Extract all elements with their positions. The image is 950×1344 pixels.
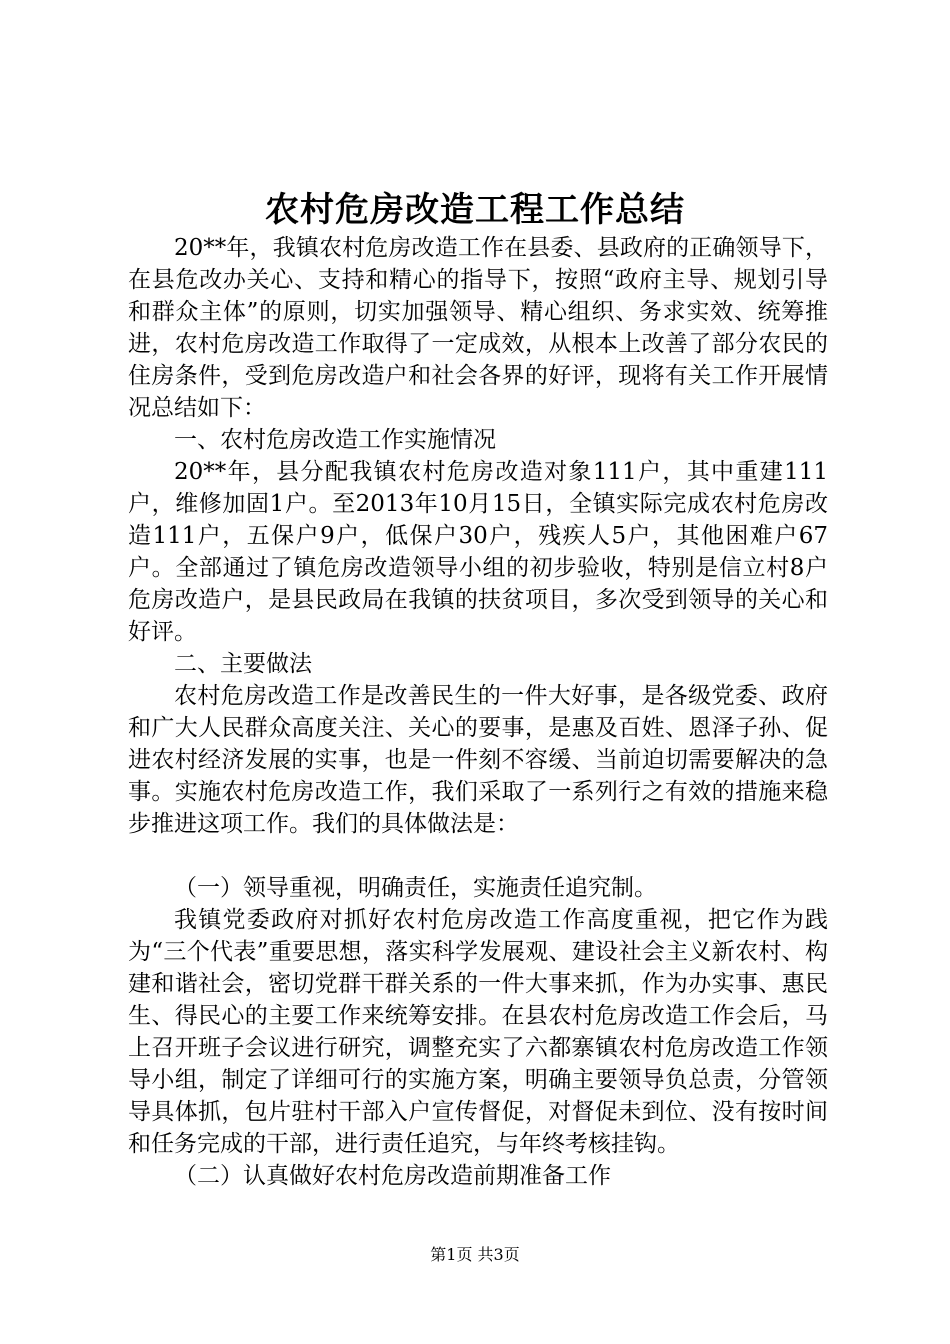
section-heading-2: 二、主要做法 xyxy=(174,651,312,677)
document-body xyxy=(128,232,828,1192)
page-footer: 第1页 共3页 xyxy=(430,1245,520,1264)
paragraph-gap xyxy=(128,840,828,872)
subsection-heading-2: （二）认真做好农村危房改造前期准备工作 xyxy=(174,1163,611,1189)
implementation-paragraph: 20**年，县分配我镇农村危房改造对象111户，其中重建111户，维修加固1户。至2013年10月15日，全镇实际完成农村危房改造111户，五保户9户，低保户30户，残疾人5户，其他困难户67户。全部通过了镇危房改造领导小组的初步验收，特别是信立村8户危房改造户，是县民政局在我镇的扶贫项目，多次受到领导的关心和好评。 xyxy=(128,459,828,645)
document-title: 农村危房改造工程工作总结 xyxy=(265,190,685,230)
subsection-heading-1: （一）领导重视，明确责任，实施责任追究制。 xyxy=(174,875,657,901)
methods-intro-paragraph: 农村危房改造工作是改善民生的一件大好事，是各级党委、政府和广大人民群众高度关注、关心的要事，是惠及百姓、恩泽子孙、促进农村经济发展的实事，也是一件刻不容缓、当前迫切需要解决的急事。实施农村危房改造工作，我们采取了一系列行之有效的措施来稳步推进这项工作。我们的具体做法是： xyxy=(128,683,828,837)
leadership-paragraph: 我镇党委政府对抓好农村危房改造工作高度重视，把它作为践为“三个代表”重要思想，落实科学发展观、建设社会主义新农村、构建和谐社会，密切党群干群关系的一件大事来抓，作为办实事、惠民生、得民心的主要工作来统筹安排。在县农村危房改造工作会后，马上召开班子会议进行研究，调整充实了六都寨镇农村危房改造工作领导小组，制定了详细可行的实施方案，明确主要领导负总责，分管领导具体抓，包片驻村干部入户宣传督促，对督促未到位、没有按时间和任务完成的干部，进行责任追究，与年终考核挂钩。 xyxy=(128,907,828,1157)
section-heading-1: 一、农村危房改造工作实施情况 xyxy=(174,427,496,453)
intro-paragraph: 20**年，我镇农村危房改造工作在县委、县政府的正确领导下，在县危改办关心、支持和精心的指导下，按照“政府主导、规划引导和群众主体”的原则，切实加强领导、精心组织、务求实效、统筹推进，农村危房改造工作取得了一定成效，从根本上改善了部分农民的住房条件，受到危房改造户和社会各界的好评，现将有关工作开展情况总结如下： xyxy=(128,235,828,421)
